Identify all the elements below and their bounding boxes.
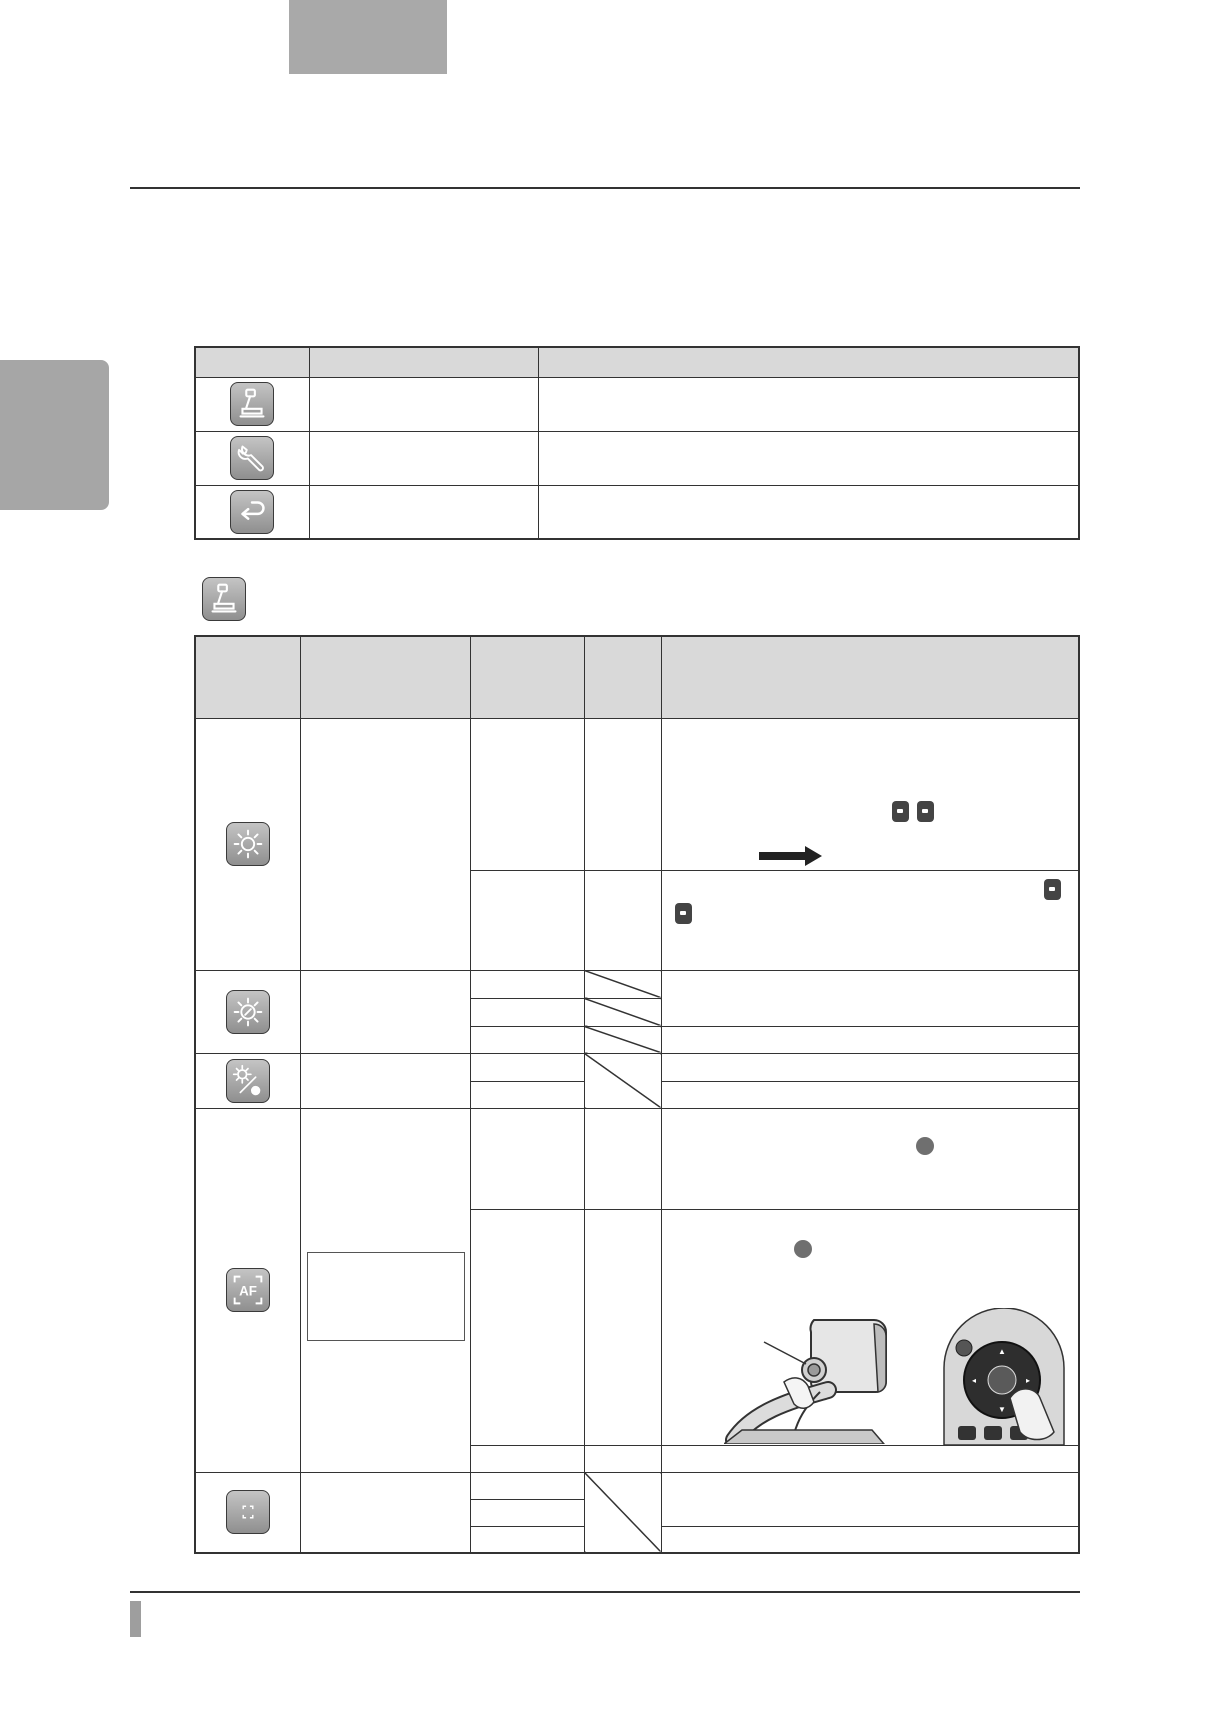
table-row	[195, 485, 1079, 539]
setting-option-cell	[470, 1081, 584, 1108]
setting-name-cell	[300, 1108, 470, 1472]
menu-header-cell	[309, 347, 538, 377]
svg-text:▼: ▼	[997, 1404, 1006, 1414]
settings-table	[194, 635, 1080, 1554]
setting-option-cell	[470, 1499, 584, 1526]
setting-desc-cell	[661, 1209, 1079, 1445]
arrow-right-icon	[759, 846, 822, 866]
setting-icon-cell	[195, 1108, 300, 1472]
setting-option-cell	[470, 998, 584, 1026]
camera-stand-icon[interactable]	[202, 577, 246, 621]
table-row	[195, 377, 1079, 431]
setting-option-cell	[470, 1526, 584, 1553]
svg-text:AF: AF	[238, 1283, 257, 1299]
menu-desc-cell	[538, 377, 1079, 431]
menu-name-cell	[309, 431, 538, 485]
setting-default-cell	[584, 870, 661, 970]
menu-header-cell	[195, 347, 309, 377]
setting-desc-cell	[661, 970, 1079, 1026]
footer-marker	[130, 1601, 141, 1637]
table-row	[195, 970, 1079, 998]
wrench-icon[interactable]	[230, 436, 274, 480]
setting-name-cell	[300, 1472, 470, 1553]
settings-header-cell	[661, 636, 1079, 718]
svg-text:◂: ◂	[971, 1375, 976, 1385]
menu-name-cell	[309, 485, 538, 539]
autofocus-icon[interactable]	[226, 1268, 270, 1312]
settings-header-cell	[470, 636, 584, 718]
setting-default-cell	[584, 718, 661, 870]
brightness-down-icon	[892, 801, 909, 822]
setting-option-cell	[470, 1445, 584, 1472]
table-row	[195, 431, 1079, 485]
setting-name-cell	[300, 718, 470, 970]
chapter-header-tab	[289, 0, 447, 74]
table-row	[195, 718, 1079, 870]
setting-desc-cell	[661, 1026, 1079, 1053]
focus-area-icon[interactable]	[226, 1490, 270, 1534]
brightness-settings-icon[interactable]	[226, 990, 270, 1034]
setting-icon-cell	[195, 718, 300, 970]
setting-desc-cell	[661, 1445, 1079, 1472]
brightness-down-icon	[1044, 879, 1061, 900]
settings-header-cell	[195, 636, 300, 718]
setting-icon-cell	[195, 1053, 300, 1108]
setting-default-cell	[584, 970, 661, 998]
setting-name-cell	[300, 1053, 470, 1108]
return-icon[interactable]	[230, 490, 274, 534]
control-panel-illustration	[934, 1308, 1074, 1445]
setting-option-cell	[470, 1209, 584, 1445]
setting-option-cell	[470, 870, 584, 970]
setting-desc-cell	[661, 1526, 1079, 1553]
table-row	[195, 1053, 1079, 1081]
focus-button-icon	[794, 1240, 812, 1258]
setting-icon-cell	[195, 1472, 300, 1553]
settings-table-header-row	[195, 636, 1079, 718]
svg-text:▸: ▸	[1025, 1375, 1030, 1385]
setting-option-cell	[470, 1053, 584, 1081]
chapter-side-tab	[0, 360, 109, 510]
setting-desc-cell	[661, 1053, 1079, 1081]
menu-icon-cell	[195, 431, 309, 485]
note-box	[307, 1252, 465, 1341]
setting-default-cell	[584, 998, 661, 1026]
footer-rule	[130, 1591, 1080, 1593]
focus-button-icon	[916, 1137, 934, 1155]
menu-table-header-row	[195, 347, 1079, 377]
menu-icon-cell	[195, 485, 309, 539]
header-rule	[130, 187, 1080, 189]
menu-name-cell	[309, 377, 538, 431]
brightness-up-icon	[675, 903, 692, 924]
menu-icon-cell	[195, 377, 309, 431]
svg-text:▲: ▲	[997, 1346, 1006, 1356]
setting-default-cell	[584, 1472, 661, 1553]
setting-default-cell	[584, 1108, 661, 1209]
menu-desc-cell	[538, 431, 1079, 485]
setting-name-cell	[300, 970, 470, 1053]
table-row	[195, 1472, 1079, 1499]
menu-desc-cell	[538, 485, 1079, 539]
setting-default-cell	[584, 1209, 661, 1445]
menu-header-cell	[538, 347, 1079, 377]
settings-header-cell	[584, 636, 661, 718]
setting-option-cell	[470, 1026, 584, 1053]
setting-default-cell	[584, 1445, 661, 1472]
setting-desc-cell	[661, 1081, 1079, 1108]
setting-icon-cell	[195, 970, 300, 1053]
setting-desc-cell	[661, 870, 1079, 970]
brightness-icon[interactable]	[226, 822, 270, 866]
setting-default-cell	[584, 1026, 661, 1053]
table-row	[195, 1108, 1079, 1209]
setting-desc-cell	[661, 718, 1079, 870]
setting-desc-cell	[661, 1472, 1079, 1526]
setting-option-cell	[470, 1472, 584, 1499]
brightness-reset-icon[interactable]	[226, 1059, 270, 1103]
setting-default-cell	[584, 1053, 661, 1108]
setting-option-cell	[470, 718, 584, 870]
setting-option-cell	[470, 1108, 584, 1209]
setting-desc-cell	[661, 1108, 1079, 1209]
menu-table	[194, 346, 1080, 540]
camera-stand-icon[interactable]	[230, 382, 274, 426]
camera-head-illustration	[724, 1310, 924, 1444]
setting-option-cell	[470, 970, 584, 998]
brightness-up-icon	[917, 801, 934, 822]
settings-header-cell	[300, 636, 470, 718]
